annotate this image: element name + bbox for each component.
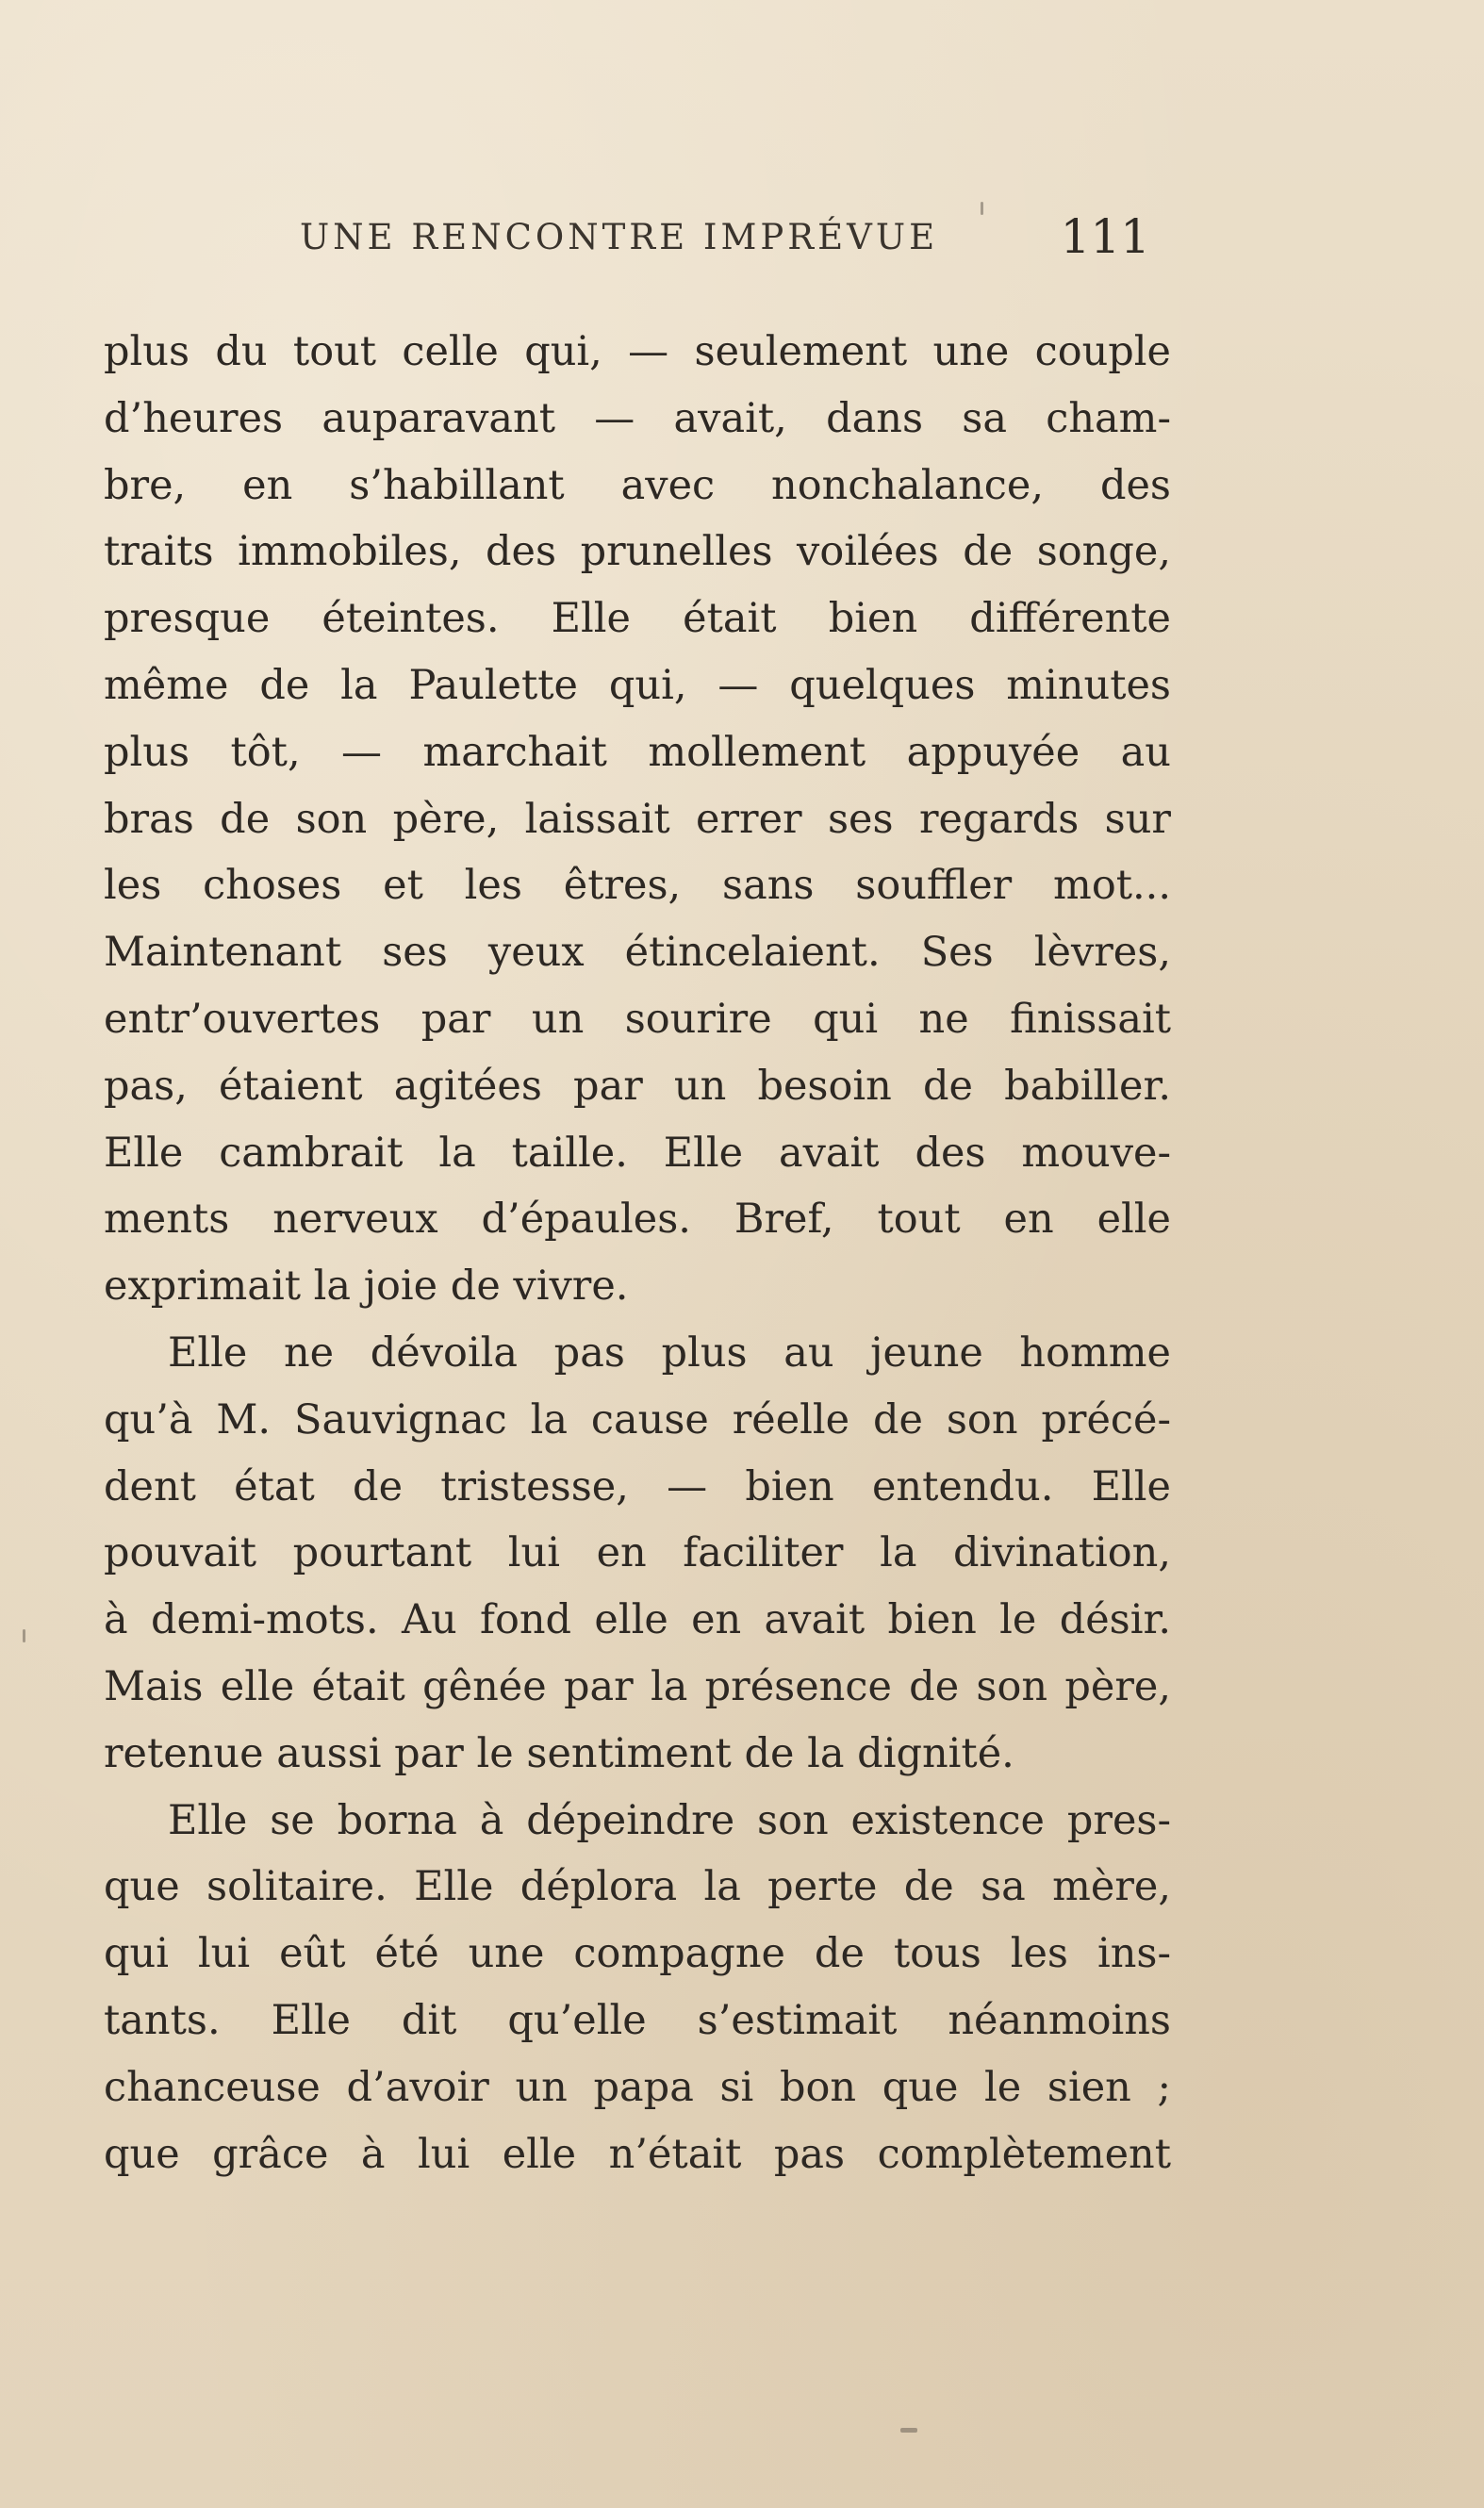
- running-title: UNE RENCONTRE IMPRÉVUE: [300, 217, 939, 257]
- text-line: qu’à M. Sauvignac la cause réelle de son précé-: [104, 1395, 1171, 1444]
- text-line: presque éteintes. Elle était bien différente: [104, 595, 1171, 643]
- paper-speck: [23, 1629, 25, 1642]
- text-line: Elle se borna à dépeindre son existence pres-: [168, 1796, 1171, 1844]
- text-line: Elle cambrait la taille. Elle avait des mouve-: [104, 1129, 1171, 1177]
- text-line: bre, en s’habillant avec nonchalance, des: [104, 461, 1171, 509]
- page-number: 111: [1060, 209, 1150, 264]
- text-line: Elle ne dévoila pas plus au jeune homme: [168, 1328, 1171, 1377]
- text-line: pas, étaient agitées par un besoin de babiller.: [104, 1062, 1171, 1110]
- text-line: à demi-mots. Au fond elle en avait bien le désir.: [104, 1596, 1171, 1644]
- text-line: plus du tout celle qui, — seulement une couple: [104, 328, 1171, 375]
- text-line: qui lui eût été une compagne de tous les ins-: [104, 1930, 1171, 1978]
- body-text: [104, 319, 1171, 2187]
- text-line: que grâce à lui elle n’était pas complètement: [104, 2130, 1171, 2178]
- text-line: les choses et les êtres, sans souffler mot...: [104, 862, 1171, 910]
- text-line: que solitaire. Elle déplora la perte de sa mère,: [104, 1863, 1171, 1911]
- text-line: retenue aussi par le sentiment de la dignité.: [104, 1729, 1014, 1777]
- text-line: exprimait la joie de vivre.: [104, 1262, 629, 1311]
- paper-speck: [900, 2428, 917, 2433]
- text-line: entr’ouvertes par un sourire qui ne finissait: [104, 995, 1171, 1043]
- paper-speck: [981, 202, 983, 215]
- text-line: bras de son père, laissait errer ses regards sur: [104, 795, 1171, 843]
- page-header: [300, 209, 1160, 266]
- text-line: Maintenant ses yeux étincelaient. Ses lèvres,: [104, 929, 1171, 977]
- text-line: même de la Paulette qui, — quelques minutes: [104, 661, 1171, 709]
- text-line: d’heures auparavant — avait, dans sa cham-: [104, 394, 1171, 442]
- text-line: tants. Elle dit qu’elle s’estimait néanmoins: [104, 1996, 1171, 2044]
- text-line: plus tôt, — marchait mollement appuyée au: [104, 728, 1171, 776]
- text-line: chanceuse d’avoir un papa si bon que le sien ;: [104, 2063, 1171, 2111]
- text-line: Mais elle était gênée par la présence de son père,: [104, 1662, 1171, 1710]
- text-line: dent état de tristesse, — bien entendu. Elle: [104, 1462, 1171, 1510]
- text-line: ments nerveux d’épaules. Bref, tout en elle: [104, 1196, 1171, 1244]
- text-line: traits immobiles, des prunelles voilées de songe,: [104, 528, 1171, 576]
- text-line: pouvait pourtant lui en faciliter la divination,: [104, 1529, 1171, 1577]
